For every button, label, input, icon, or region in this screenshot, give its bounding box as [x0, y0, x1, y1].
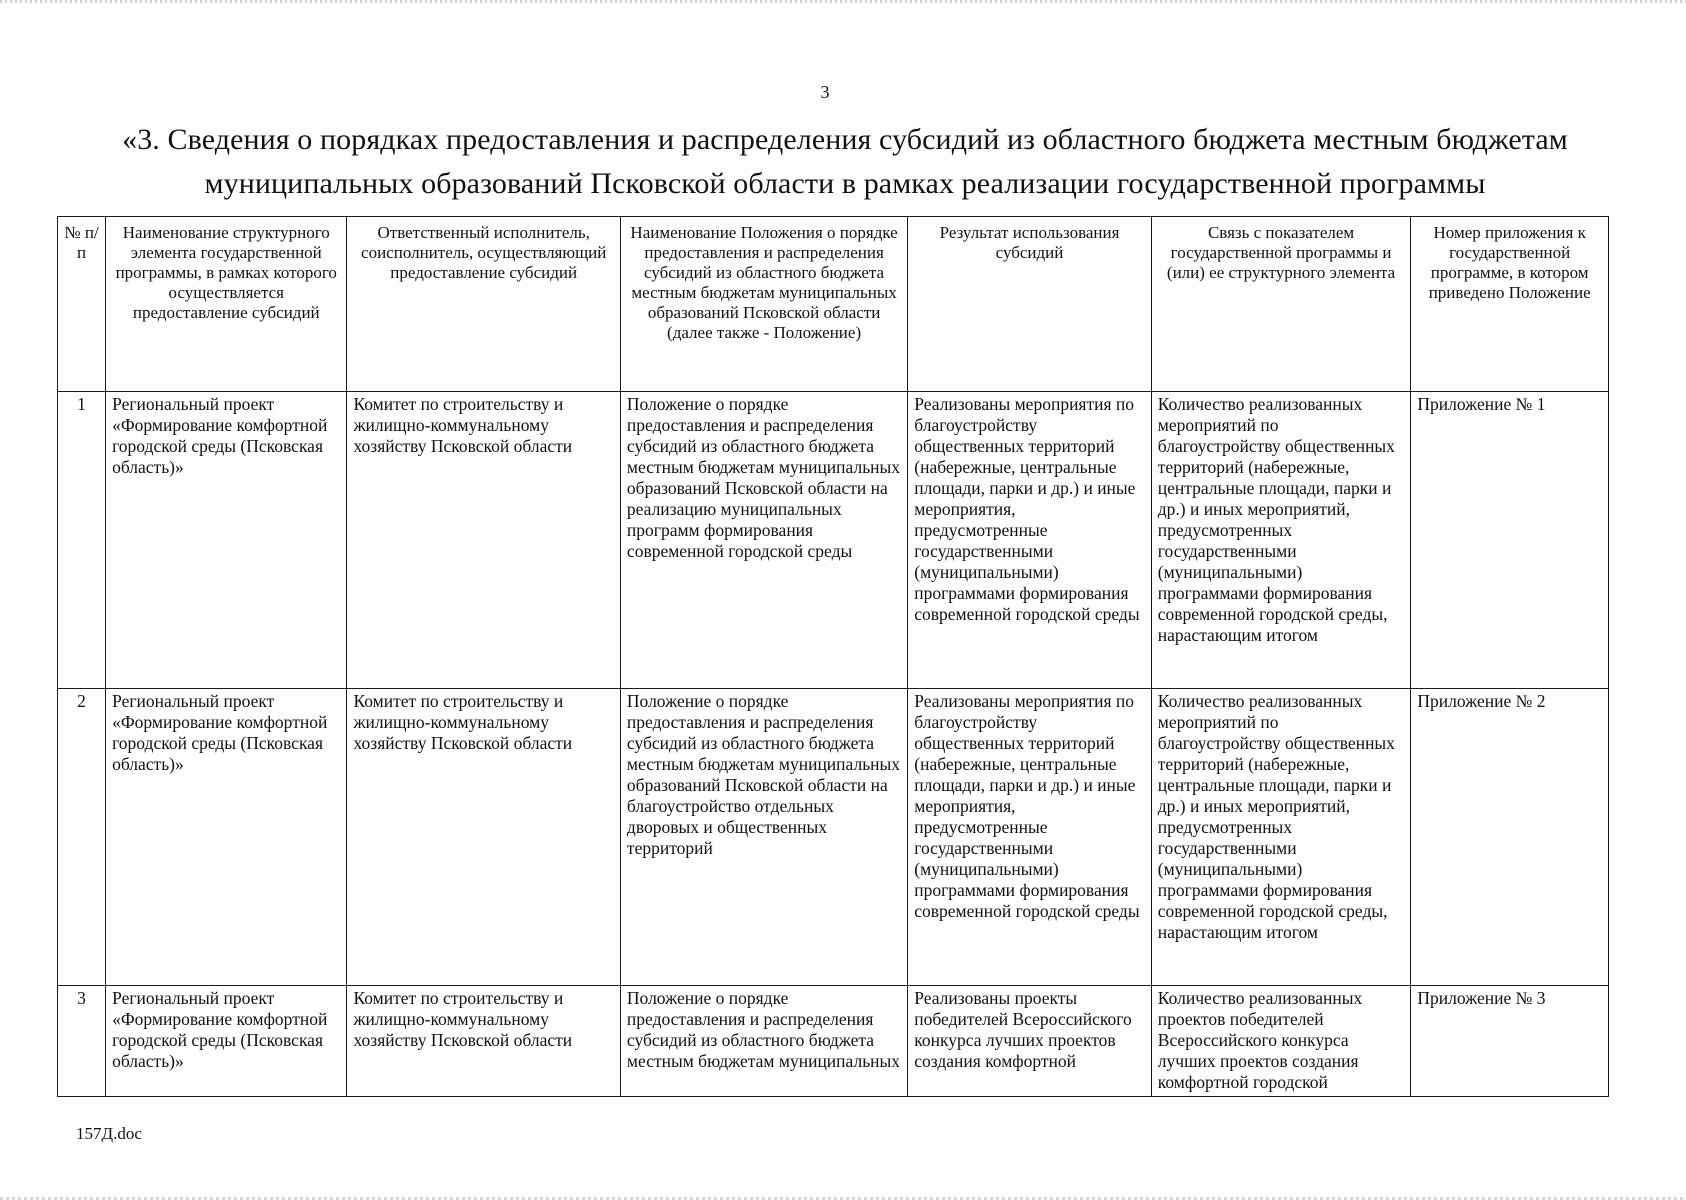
header-regulation: Наименование Положения о порядке предоставления и распределения субсидий из областного бюджета местным бюджетам муниципальных образований Псковской области (далее также - Положение)	[620, 217, 907, 392]
cell-regulation: Положение о порядке предоставления и распределения субсидий из областного бюджета местным бюджетам муниципальных образований Псковской области на реализацию муниципальных программ формирования современной городской среды	[620, 392, 907, 689]
subsidies-table	[57, 216, 1609, 1097]
header-indicator: Связь с показателем государственной программы и (или) ее структурного элемента	[1151, 217, 1411, 392]
cell-executor: Комитет по строительству и жилищно-коммунальному хозяйству Псковской области	[347, 689, 620, 986]
cell-indicator	[1151, 986, 1411, 1097]
cell-executor	[347, 986, 620, 1097]
cell-structural-element: Региональный проект «Формирование комфортной городской среды (Псковская область)»	[106, 392, 347, 689]
cell-structural-element	[106, 986, 347, 1097]
cell-executor-text: Комитет по строительству и жилищно-коммунальному хозяйству Псковской области	[353, 988, 573, 1050]
cell-indicator: Количество реализованных мероприятий по благоустройству общественных территорий (набережные, центральные площади, парки и др.) и иных мероприятий, предусмотренных государственными (муниципальными) программами формирования современной городской среды, нарастающим итогом	[1151, 689, 1411, 986]
footer-filename: 157Д.doc	[76, 1124, 142, 1143]
cell-regulation	[620, 986, 907, 1097]
cell-executor: Комитет по строительству и жилищно-коммунальному хозяйству Псковской области	[347, 392, 620, 689]
section-title: «3. Сведения о порядках предоставления и распределения субсидий из областного бюджета местным бюджетам муниципальных образований Псковской области в рамках реализации государственной программы	[122, 123, 1568, 200]
cell-appendix: Приложение № 2	[1411, 689, 1609, 986]
cell-appendix	[1411, 986, 1609, 1097]
cell-num: 2	[58, 689, 106, 986]
cell-indicator: Количество реализованных мероприятий по благоустройству общественных территорий (набережные, центральные площади, парки и др.) и иных мероприятий, предусмотренных государственными (муниципальными) программами формирования современной городской среды, нарастающим итогом	[1151, 392, 1411, 689]
cell-regulation: Положение о порядке предоставления и распределения субсидий из областного бюджета местным бюджетам муниципальных образований Псковской области на благоустройство отдельных дворовых и общественных территорий	[620, 689, 907, 986]
cell-structural-element-text: Региональный проект «Формирование комфортной городской среды (Псковская область)»	[112, 988, 328, 1071]
cell-num: 1	[58, 392, 106, 689]
cell-result-text: Реализованы проекты победителей Всероссийского конкурса лучших проектов создания комфортной	[914, 988, 1132, 1071]
cell-num-text: 3	[77, 988, 86, 1008]
cell-structural-element: Региональный проект «Формирование комфортной городской среды (Псковская область)»	[106, 689, 347, 986]
page-number: 3	[820, 82, 830, 102]
cell-indicator-text: Количество реализованных проектов победителей Всероссийского конкурса лучших проектов создания комфортной городской	[1157, 988, 1363, 1092]
cell-num	[58, 986, 106, 1097]
header-appendix: Номер приложения к государственной программе, в котором приведено Положение	[1411, 217, 1609, 392]
cell-regulation-text: Положение о порядке предоставления и распределения субсидий из областного бюджета местным бюджетам муниципальных	[626, 988, 901, 1071]
cell-result: Реализованы мероприятия по благоустройству общественных территорий (набережные, центральные площади, парки и др.) и иные мероприятия, предусмотренные государственными (муниципальными) программами формирования современной городской среды	[908, 392, 1152, 689]
table-row	[58, 986, 1609, 1097]
cell-result: Реализованы мероприятия по благоустройству общественных территорий (набережные, центральные площади, парки и др.) и иные мероприятия, предусмотренные государственными (муниципальными) программами формирования современной городской среды	[908, 689, 1152, 986]
cell-result	[908, 986, 1152, 1097]
scan-edge-top	[0, 0, 1686, 3]
header-structural-element: Наименование структурного элемента государственной программы, в рамках которого осуществляется предоставление субсидий	[106, 217, 347, 392]
header-executor: Ответственный исполнитель, соисполнитель, осуществляющий предоставление субсидий	[347, 217, 620, 392]
cell-appendix: Приложение № 1	[1411, 392, 1609, 689]
table-row	[58, 689, 1609, 986]
table-header-row	[58, 217, 1609, 392]
header-num: № п/п	[58, 217, 106, 392]
cell-appendix-text: Приложение № 3	[1417, 988, 1546, 1008]
header-result: Результат использования субсидий	[908, 217, 1152, 392]
table-row	[58, 392, 1609, 689]
